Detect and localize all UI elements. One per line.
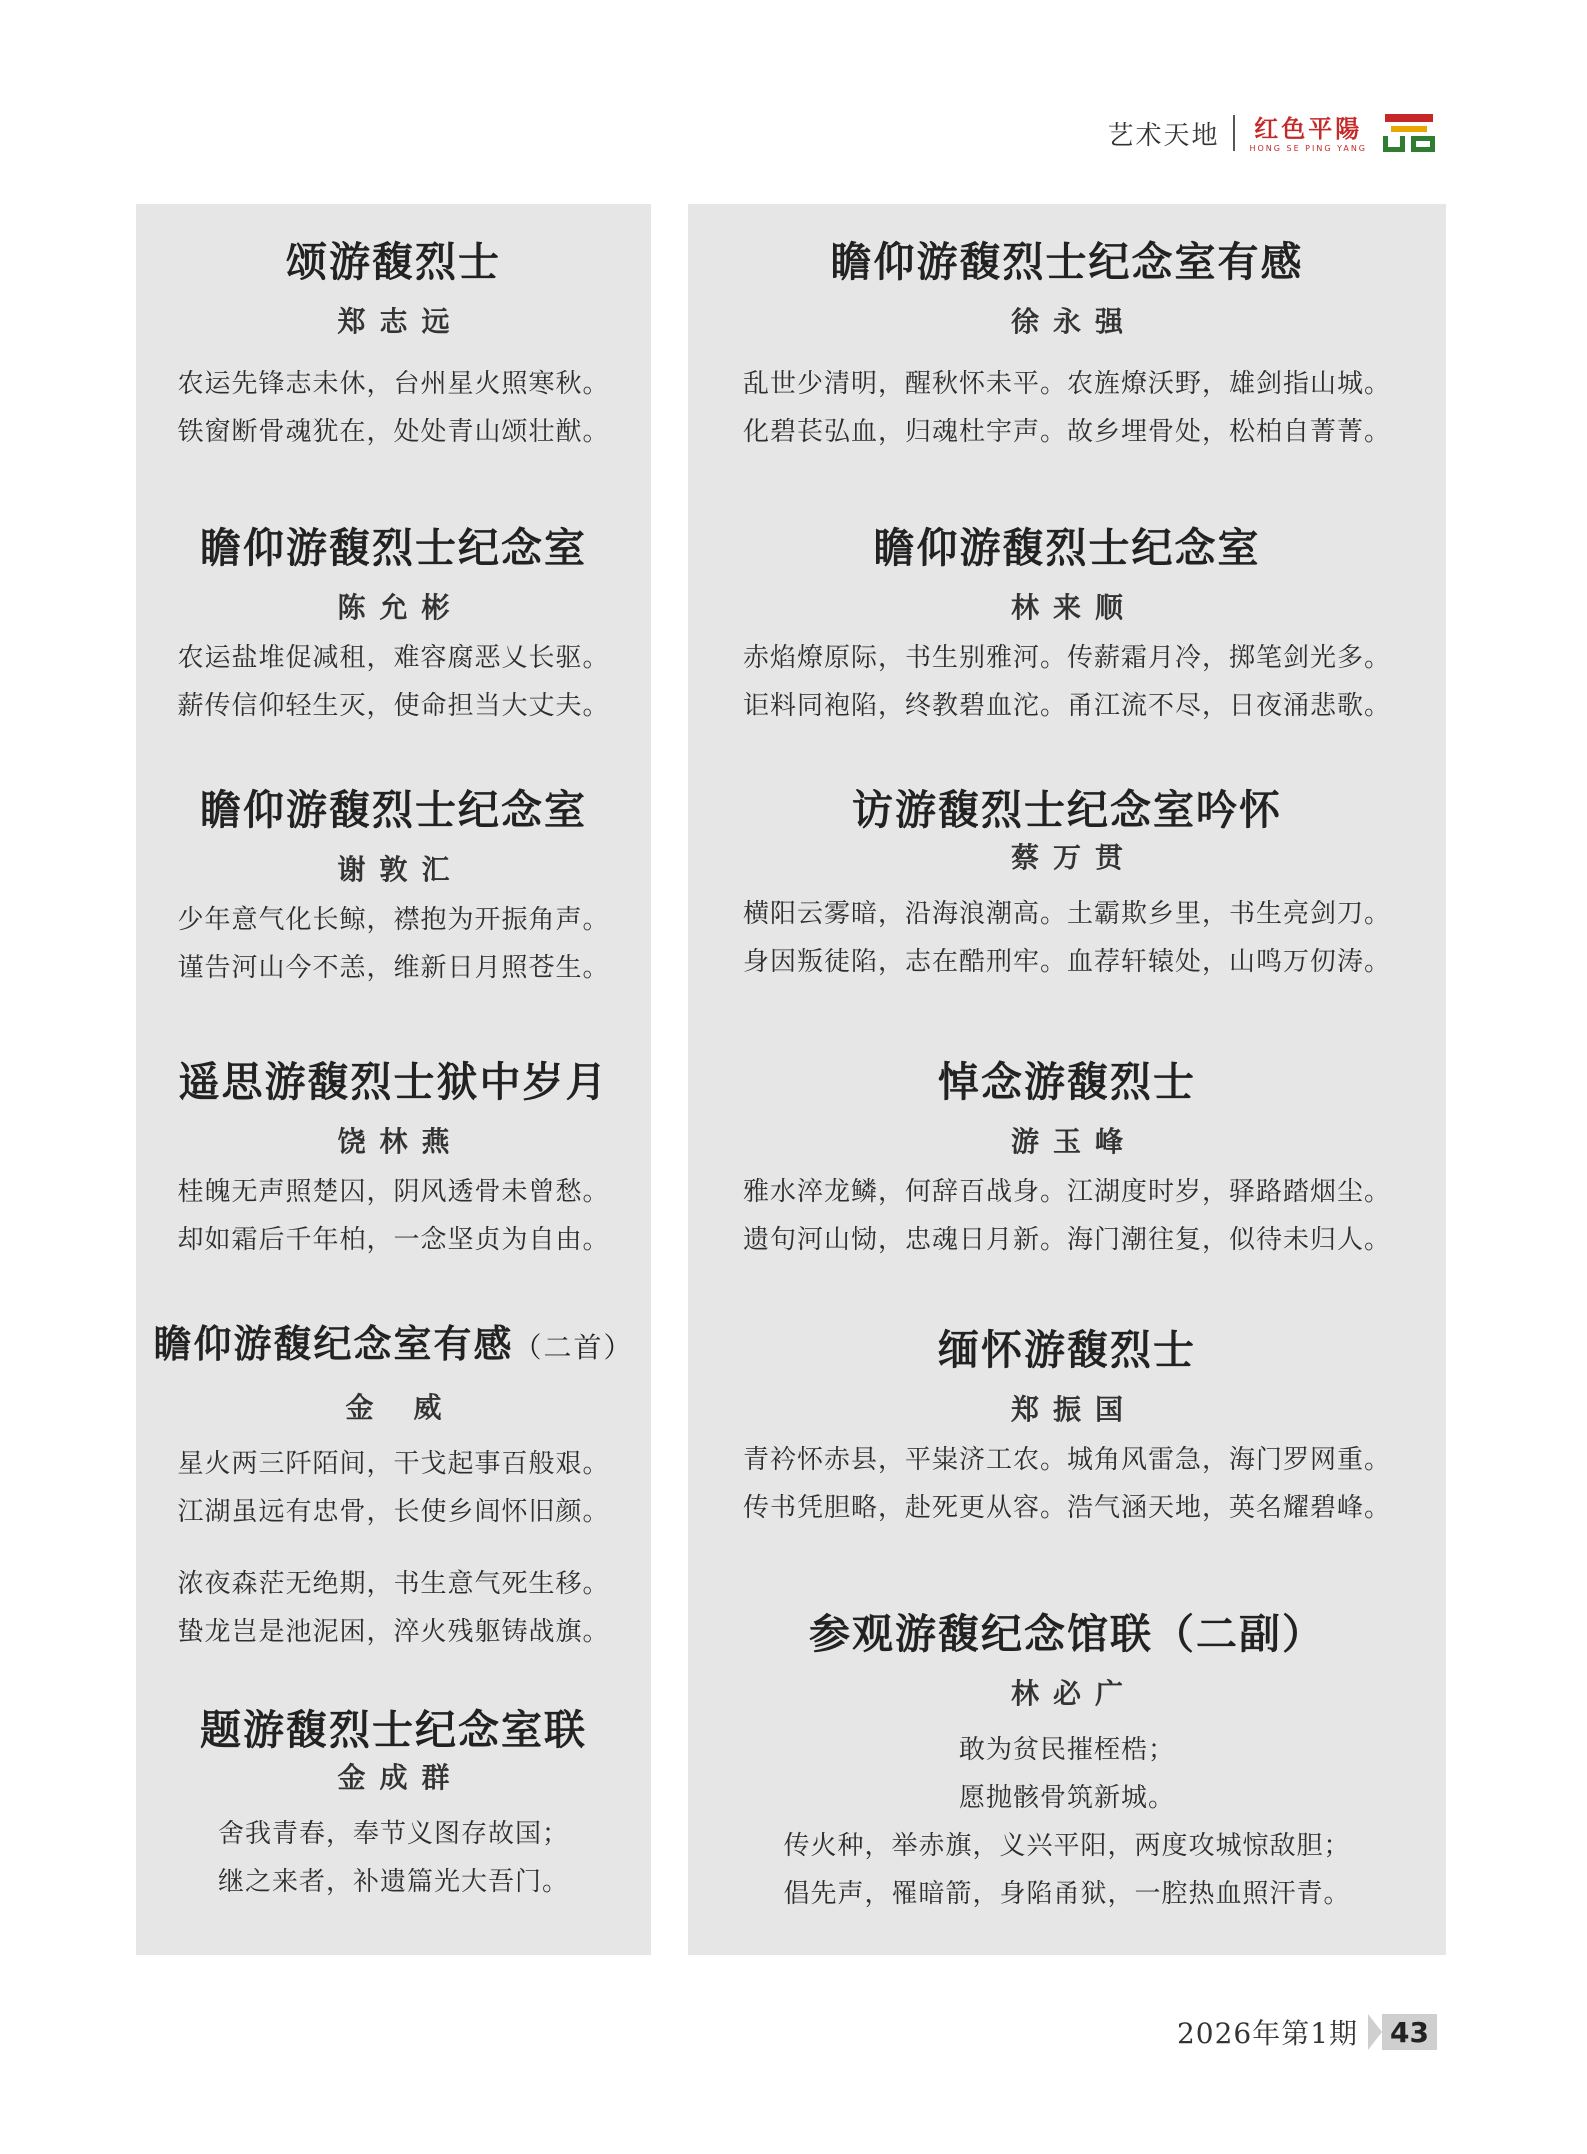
poem [688,784,1446,986]
poem-line: 赤焰燎原际，书生别雅河。传薪霜月冷，掷笔剑光多。 [742,643,1391,673]
poem-title: 参观游馥纪念馆联（二副） [809,1610,1325,1658]
poem-title: 缅怀游馥烈士 [938,1326,1196,1374]
poem [136,784,651,992]
poem [136,1056,651,1264]
couplet-line: 倡先声，罹暗箭，身陷甬狱，一腔热血照汗青。 [783,1879,1351,1909]
poem-author: 林必广 [1010,1677,1137,1710]
page-arrow-icon [1368,2014,1382,2050]
page-footer [1177,2012,1437,2052]
poem [688,522,1446,730]
brand-pinyin: HONG SE PING YANG [1249,143,1367,153]
poem-author: 陈允彬 [337,591,464,624]
poem-line: 遗句河山恸，忠魂日月新。海门潮往复，似待未归人。 [742,1225,1391,1255]
poem-title: 题游馥烈士纪念室联 [200,1706,587,1754]
poem-author: 郑振国 [1010,1393,1137,1426]
poem [688,236,1446,456]
poem-title: 颂游馥烈士 [286,238,501,286]
poem-author: 金威 [345,1391,482,1424]
poem-line: 讵料同袍陷，终教碧血沱。甬江流不尽，日夜涌悲歌。 [742,691,1391,721]
poem-line: 青衿怀赤县，平粜济工农。城角风雷急，海门罗网重。 [742,1445,1391,1475]
poem-title: 瞻仰游馥烈士纪念室 [200,524,587,572]
page-header [1107,108,1437,158]
poem-line: 桂魄无声照楚囚，阴风透骨未曾愁。 [177,1177,610,1207]
poem-title-note: （二首） [513,1331,634,1364]
poem-author: 谢敦汇 [337,853,464,886]
magazine-logo-icon [1381,112,1437,154]
issue-label: 2026年第1期 [1176,2017,1359,2050]
poem-line: 传书凭胆略，赴死更从容。浩气涵天地，英名耀碧峰。 [742,1493,1391,1523]
poem-line: 舍我青春，奉节义图存故国； [217,1819,569,1849]
header-divider [1233,115,1235,151]
poem-line: 蛰龙岂是池泥困，淬火残躯铸战旗。 [177,1617,610,1647]
poem [688,1324,1446,1532]
poem-line: 雅水淬龙鳞，何辞百战身。江湖度时岁，驿路踏烟尘。 [742,1177,1391,1207]
poem [136,1318,651,1656]
brand-name: 红色平陽 [1254,113,1363,143]
section-name: 艺术天地 [1107,120,1220,151]
poem-line: 却如霜后千年柏，一念坚贞为自由。 [177,1225,610,1255]
couplet-line: 愿抛骸骨筑新城。 [958,1783,1175,1813]
poem-line: 江湖虽远有忠骨，长使乡闾怀旧颜。 [177,1497,610,1527]
poem-title: 瞻仰游馥烈士纪念室有感 [830,238,1304,286]
poem-title: 访游馥烈士纪念室吟怀 [852,786,1282,834]
poem-title: 瞻仰游馥烈士纪念室 [200,786,587,834]
poem-line: 星火两三阡陌间，干戈起事百般艰。 [177,1449,610,1479]
poem-line: 化碧苌弘血，归魂杜宇声。故乡埋骨处，松柏自菁菁。 [742,417,1391,447]
poem-title: 瞻仰游馥烈士纪念室 [873,524,1261,572]
couplet-line: 敢为贫民摧桎梏； [958,1735,1175,1765]
poem-line: 横阳云雾暗，沿海浪潮高。土霸欺乡里，书生亮剑刀。 [742,899,1391,929]
poem-title: 悼念游馥烈士 [938,1058,1196,1106]
poem-title: 遥思游馥烈士狱中岁月 [178,1058,609,1106]
poem-line: 浓夜森茫无绝期，书生意气死生移。 [177,1569,610,1599]
poem-line: 身因叛徒陷，志在酷刑牢。血荐轩辕处，山鸣万仞涛。 [742,947,1391,977]
page-number: 43 [1382,2014,1437,2050]
magazine-brand [1249,114,1367,153]
poem-author: 林来顺 [1010,591,1137,624]
poem-title [136,1318,651,1374]
poem-line: 少年意气化长鲸，襟抱为开振角声。 [177,905,610,935]
poem-line: 继之来者，补遗篇光大吾门。 [217,1867,569,1897]
poem [688,1056,1446,1264]
left-poem-column [136,204,651,1955]
couplet-line: 传火种，举赤旗，义兴平阳，两度攻城惊敌胆； [783,1831,1351,1861]
poem [136,236,651,456]
poem [136,1704,651,1906]
page-number-badge [1368,2014,1437,2050]
poem-author: 徐永强 [1010,305,1137,338]
poem [136,522,651,730]
poem-title-text: 瞻仰游馥纪念室有感 [153,1321,514,1366]
poem-line: 乱世少清明，醒秋怀未平。农旌燎沃野，雄剑指山城。 [742,369,1391,399]
poem [688,1608,1446,1918]
poem-line: 农运先锋志未休，台州星火照寒秋。 [177,369,610,399]
poem-author: 蔡万贯 [1010,841,1137,874]
poem-author: 金成群 [337,1761,464,1794]
poem-line: 谨告河山今不恙，维新日月照苍生。 [177,953,610,983]
poem-line: 农运盐堆促减租，难容腐恶乂长驱。 [177,643,610,673]
right-poem-column [688,204,1446,1955]
poem-line: 薪传信仰轻生灭，使命担当大丈夫。 [177,691,610,721]
poem-author: 游玉峰 [1010,1125,1137,1158]
poem-line: 铁窗断骨魂犹在，处处青山颂壮猷。 [177,417,610,447]
poem-author: 饶林燕 [337,1125,464,1158]
poem-author: 郑志远 [337,305,464,338]
